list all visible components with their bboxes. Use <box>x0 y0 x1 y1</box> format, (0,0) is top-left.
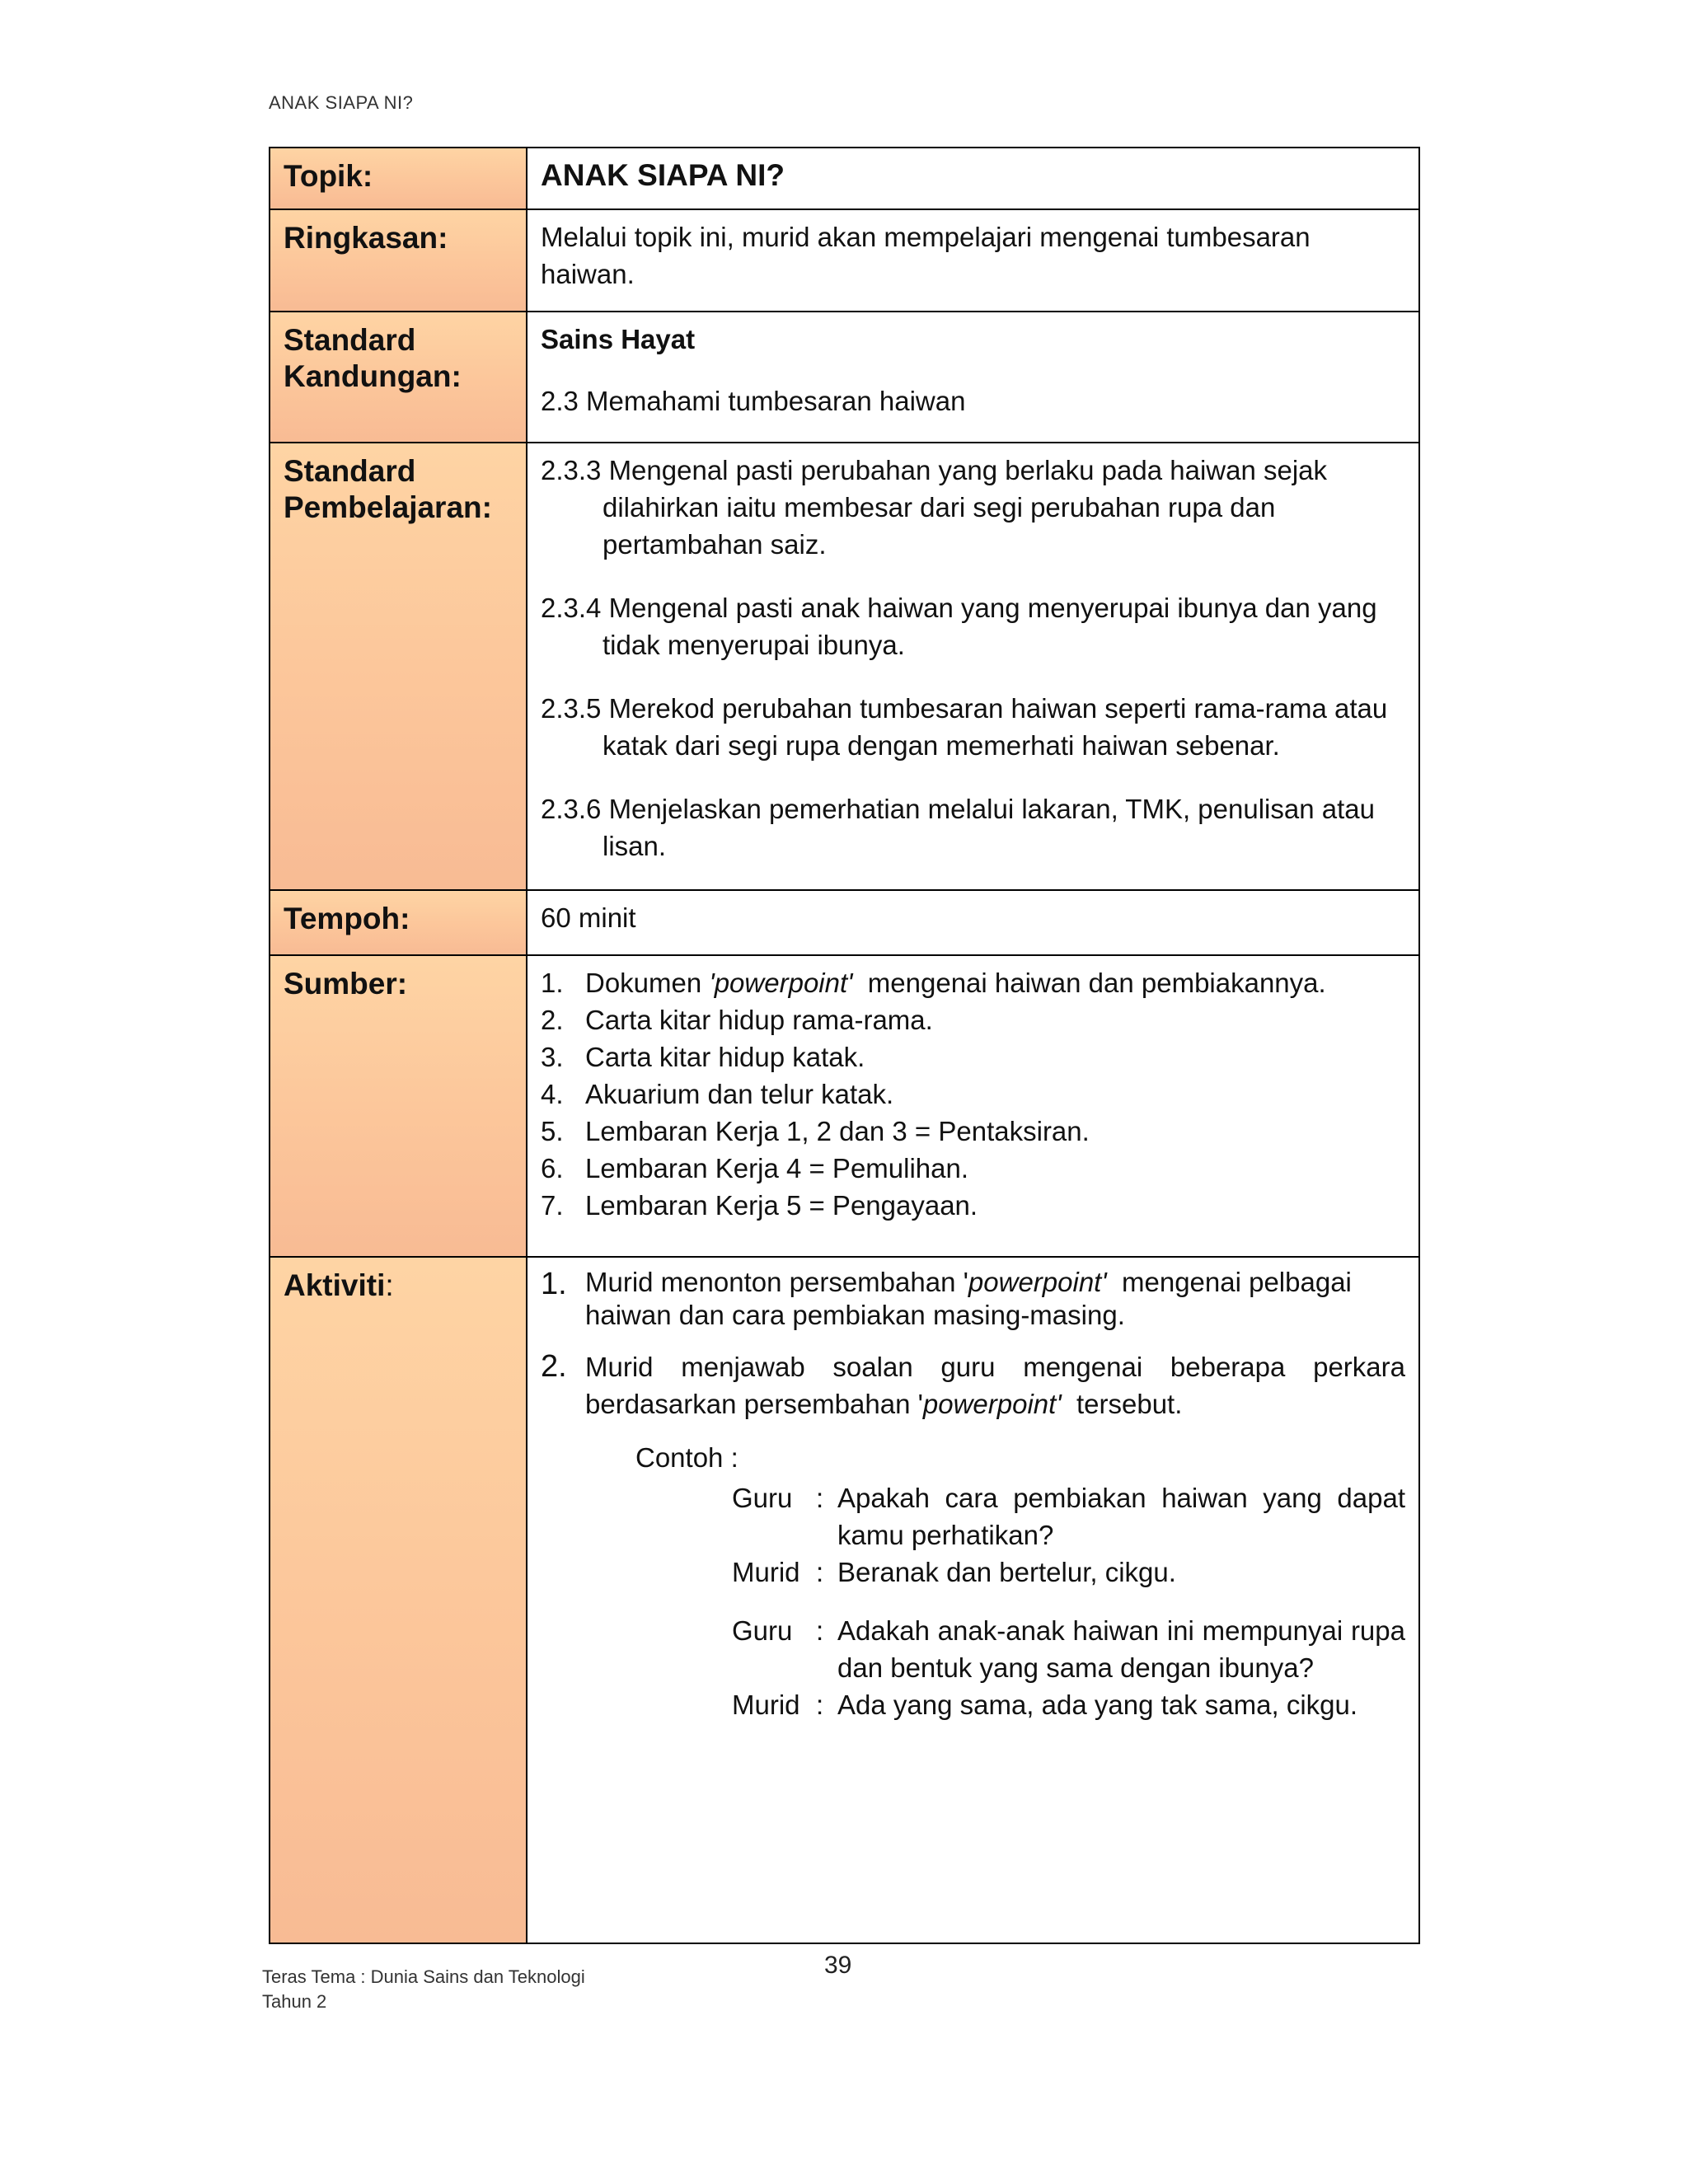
dialog-block <box>732 1479 1405 1723</box>
label-ringkasan: Ringkasan: <box>270 209 527 312</box>
label-sumber: Sumber: <box>270 955 527 1257</box>
dialog-colon: : <box>816 1615 824 1646</box>
list-text: Lembaran Kerja 1, 2 dan 3 = Pentaksiran. <box>585 1116 1090 1146</box>
list-text: Carta kitar hidup katak. <box>585 1042 865 1072</box>
value-standard-kandungan <box>527 312 1419 443</box>
row-standard-pembelajaran <box>270 443 1419 890</box>
activity-item <box>541 1348 1405 1422</box>
label-line: Standard <box>284 323 416 357</box>
label-standard-kandungan <box>270 312 527 443</box>
list-text: Carta kitar hidup rama-rama. <box>585 1005 933 1035</box>
dialog-colon: : <box>816 1483 824 1513</box>
list-item <box>541 1076 1405 1113</box>
learning-standard-item: 2.3.6 Menjelaskan pemerhatian melalui lakaran, TMK, penulisan atau lisan. <box>541 794 1375 861</box>
value-standard-pembelajaran <box>527 443 1419 890</box>
page-number: 39 <box>824 1952 852 1979</box>
activity-item <box>541 1266 1405 1332</box>
learning-standard-item: 2.3.3 Mengenal pasti perubahan yang berlaku pada haiwan sejak dilahirkan iaitu membesar dari segi perubahan rupa dan pertambahan saiz. <box>541 455 1328 560</box>
list-number: 6. <box>541 1153 564 1183</box>
label-standard-pembelajaran <box>270 443 527 890</box>
list-item <box>541 964 1405 1001</box>
dialog-line: Beranak dan bertelur, cikgu. <box>837 1557 1176 1587</box>
list-text-italic: 'powerpoint' <box>709 968 853 998</box>
list-item <box>541 1187 1405 1224</box>
learning-standard-item: 2.3.4 Mengenal pasti anak haiwan yang menyerupai ibunya dan yang tidak menyerupai ibunya. <box>541 593 1377 660</box>
dialog-row <box>732 1479 1405 1554</box>
dialog-row <box>732 1554 1405 1591</box>
list-item <box>541 1038 1405 1076</box>
dialog-row <box>732 1686 1405 1723</box>
label-topik: Topik: <box>270 148 527 209</box>
list-number: 2. <box>541 1005 564 1035</box>
running-header: ANAK SIAPA NI? <box>269 92 414 113</box>
activity-number: 2. <box>541 1349 567 1384</box>
activity-text-part: mengenai pelbagai haiwan dan cara pembiakan masing-masing. <box>585 1267 1360 1330</box>
resource-list <box>541 964 1405 1224</box>
value-topik <box>527 148 1419 209</box>
dialog-speaker: Guru <box>732 1615 793 1646</box>
activity-text-part: Murid menonton persembahan ' <box>585 1267 968 1297</box>
value-sumber <box>527 955 1419 1257</box>
list-item <box>541 1150 1405 1187</box>
dialog-row <box>732 1612 1405 1686</box>
row-tempoh <box>270 890 1419 955</box>
activity-text <box>585 1348 1405 1422</box>
summary-text: Melalui topik ini, murid akan mempelajari mengenai tumbesaran haiwan. <box>541 222 1311 289</box>
list-number: 3. <box>541 1042 564 1072</box>
example-label: Contoh : <box>635 1442 738 1473</box>
activity-text <box>585 1266 1405 1332</box>
footer-year: Tahun 2 <box>262 1991 327 2012</box>
subheading-sains-hayat: Sains Hayat <box>541 324 696 354</box>
dialog-colon: : <box>816 1690 824 1720</box>
list-item <box>541 1001 1405 1038</box>
learning-standard-item: 2.3.5 Merekod perubahan tumbesaran haiwan seperti rama-rama atau katak dari segi rupa dengan memerhati haiwan sebenar. <box>541 693 1388 761</box>
list-number: 4. <box>541 1079 564 1109</box>
activity-text-part: tersebut. <box>1061 1389 1183 1419</box>
activity-text-part: Murid menjawab soalan guru mengenai beberapa perkara berdasarkan persembahan ' <box>585 1352 1405 1419</box>
list-number: 1. <box>541 968 564 998</box>
row-aktiviti <box>270 1257 1419 1943</box>
label-line: Standard <box>284 454 416 488</box>
dialog-line: Adakah anak-anak haiwan ini mempunyai rupa dan bentuk yang sama dengan ibunya? <box>837 1615 1405 1683</box>
topic-title: ANAK SIAPA NI? <box>541 158 785 192</box>
row-standard-kandungan <box>270 312 1419 443</box>
value-ringkasan <box>527 209 1419 312</box>
lesson-plan-table <box>269 147 1420 1944</box>
row-ringkasan <box>270 209 1419 312</box>
activity-text-italic: powerpoint' <box>922 1389 1062 1419</box>
dialog-speaker: Guru <box>732 1483 793 1513</box>
dialog-speaker: Murid <box>732 1690 800 1720</box>
list-item <box>541 1113 1405 1150</box>
row-topik <box>270 148 1419 209</box>
activity-text-italic: powerpoint' <box>968 1267 1107 1297</box>
label-text: Aktiviti <box>284 1268 386 1302</box>
dialog-line: Apakah cara pembiakan haiwan yang dapat kamu perhatikan? <box>837 1483 1405 1550</box>
row-sumber <box>270 955 1419 1257</box>
list-text: Lembaran Kerja 5 = Pengayaan. <box>585 1190 978 1221</box>
label-line: Pembelajaran: <box>284 490 492 524</box>
label-aktiviti <box>270 1257 527 1943</box>
label-colon: : <box>385 1268 394 1302</box>
list-number: 5. <box>541 1116 564 1146</box>
dialog-speaker: Murid <box>732 1557 800 1587</box>
list-text: Akuarium dan telur katak. <box>585 1079 894 1109</box>
list-text: mengenai haiwan dan pembiakannya. <box>852 968 1326 998</box>
content-standard-text: 2.3 Memahami tumbesaran haiwan <box>541 386 966 416</box>
dialog-line: Ada yang sama, ada yang tak sama, cikgu. <box>837 1690 1358 1720</box>
list-text: Dokumen <box>585 968 710 998</box>
label-line: Kandungan: <box>284 359 462 393</box>
label-tempoh: Tempoh: <box>270 890 527 955</box>
activity-number: 1. <box>541 1267 567 1301</box>
duration-text: 60 minit <box>541 902 636 933</box>
footer <box>262 1965 585 2014</box>
footer-theme: Teras Tema : Dunia Sains dan Teknologi <box>262 1966 585 1987</box>
value-aktiviti <box>527 1257 1419 1943</box>
dialog-colon: : <box>816 1557 824 1587</box>
value-tempoh <box>527 890 1419 955</box>
list-text: Lembaran Kerja 4 = Pemulihan. <box>585 1153 969 1183</box>
list-number: 7. <box>541 1190 564 1221</box>
